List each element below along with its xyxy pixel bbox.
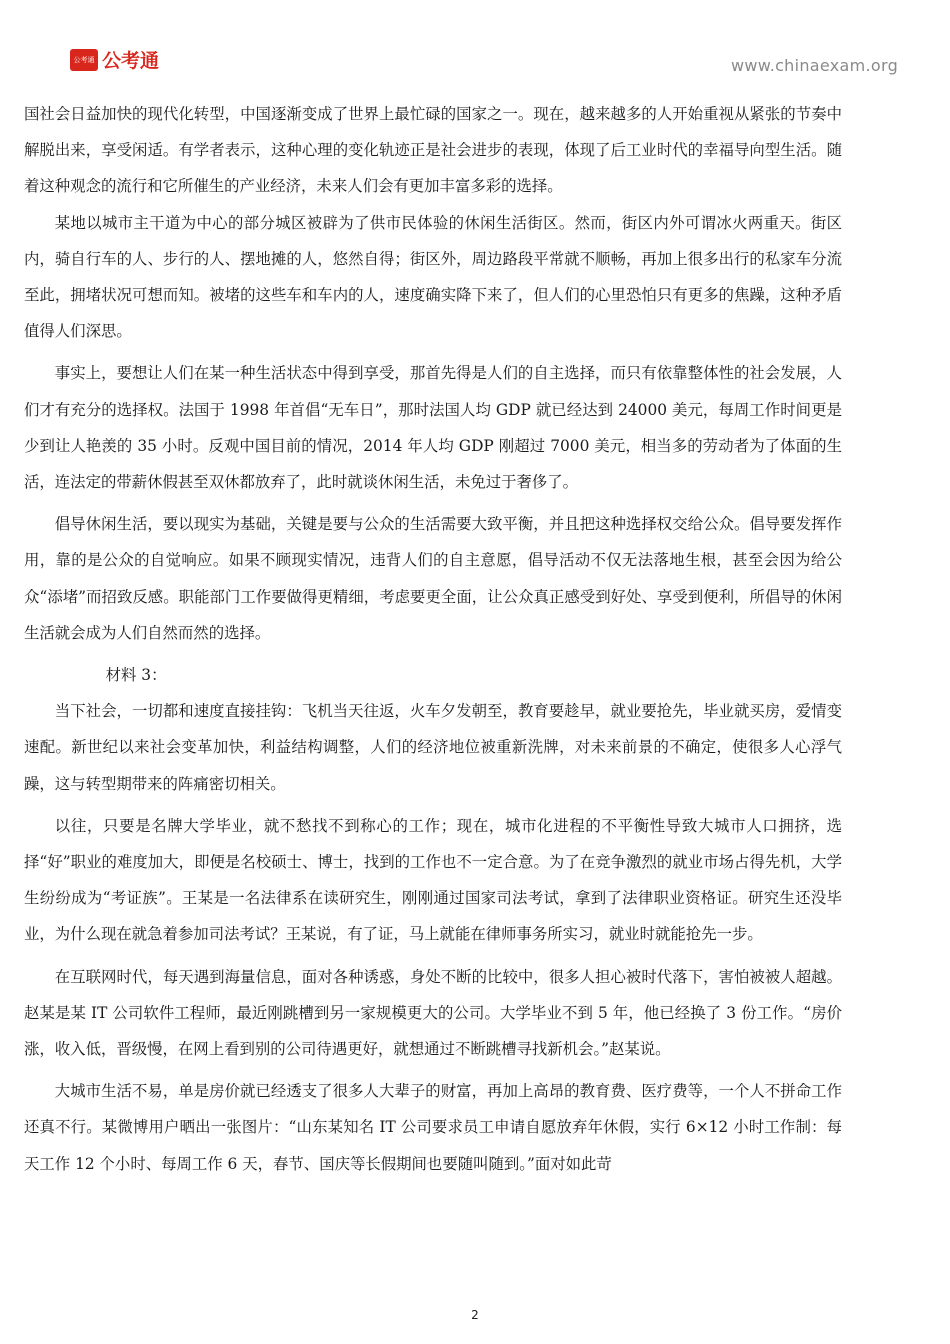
paragraph: 以往，只要是名牌大学毕业，就不愁找不到称心的工作；现在，城市化进程的不平衡性导致大城市人口拥挤，选择“好”职业的难度加大，即便是名校硕士、博士，找到的工作也不一定合意。为了在竞争激烈的就业市场占得先机，大学生纷纷成为“考证族”。王某是一名法律系在读研究生，刚刚通过国家司法考试，拿到了法律职业资格证。研究生还没毕业，为什么现在就急着参加司法考试？王某说，有了证，马上就能在律师事务所实习，就业时就能抢先一步。 xyxy=(24,816,842,944)
document-body xyxy=(24,96,842,1182)
paragraph: 当下社会，一切都和速度直接挂钩：飞机当天往返，火车夕发朝至，教育要趁早，就业要抢先，毕业就买房，爱情变速配。新世纪以来社会变革加快，利益结构调整，人们的经济地位被重新洗牌，对未来前景的不确定，使很多人心浮气躁，这与转型期带来的阵痛密切相关。 xyxy=(24,702,842,793)
material-heading: 材料 3： xyxy=(105,666,167,685)
paragraph: 倡导休闲生活，要以现实为基础，关键是要与公众的生活需要大致平衡，并且把这种选择权交给公众。倡导要发挥作用，靠的是公众的自觉响应。如果不顾现实情况，违背人们的自主意愿，倡导活动不仅无法落地生根，甚至会因为给公众“添堵”而招致反感。职能部门工作要做得更精细，考虑要更全面，让公众真正感受到好处、享受到便利，所倡导的休闲生活就会成为人们自然而然的选择。 xyxy=(24,515,842,642)
paragraph: 在互联网时代，每天遇到海量信息，面对各种诱惑，身处不断的比较中，很多人担心被时代落下，害怕被被人超越。赵某是某 IT 公司软件工程师，最近刚跳槽到另一家规模更大的公司。大学毕业不到 5 年，他已经换了 3 份工作。“房价涨，收入低，晋级慢，在网上看到别的公司待遇更好，就想通过不断跳槽寻找新机会。”赵某说。 xyxy=(24,967,842,1059)
paragraph: 大城市生活不易，单是房价就已经透支了很多人大辈子的财富，再加上高昂的教育费、医疗费等，一个人不拼命工作还真不行。某微博用户晒出一张图片：“山东某知名 IT 公司要求员工申请自愿放弃年休假，实行 6×12 小时工作制：每天工作 12 个小时、每周工作 6 天，春节、国庆等长假期间也要随叫随到。”面对如此苛 xyxy=(24,1082,842,1173)
logo-text: 公考通 xyxy=(102,50,160,72)
paragraph-continuation: 国社会日益加快的现代化转型，中国逐渐变成了世界上最忙碌的国家之一。现在，越来越多的人开始重视从紧张的节奏中解脱出来，享受闲适。有学者表示，这种心理的变化轨迹正是社会进步的表现，体现了后工业时代的幸福导向型生活。随着这种观念的流行和它所催生的产业经济，未来人们会有更加丰富多彩的选择。 xyxy=(24,105,842,196)
paragraph: 某地以城市主干道为中心的部分城区被辟为了供市民体验的休闲生活街区。然而，街区内外可谓冰火两重天。街区内，骑自行车的人、步行的人、摆地摊的人，悠然自得；街区外，周边路段平常就不顺畅，再加上很多出行的私家车分流至此，拥堵状况可想而知。被堵的这些车和车内的人，速度确实降下来了，但人们的心里恐怕只有更多的焦躁，这种矛盾值得人们深思。 xyxy=(24,213,842,341)
site-url: www.chinaexam.org xyxy=(731,56,899,75)
paragraph: 事实上，要想让人们在某一种生活状态中得到享受，那首先得是人们的自主选择，而只有依靠整体性的社会发展，人们才有充分的选择权。法国于 1998 年首倡“无车日”，那时法国人均 GDP 就已经达到 24000 美元，每周工作时间更是少到让人艳羡的 35 小时。反观中国目前的情况，2014 年人均 GDP 刚超过 7000 美元，相当多的劳动者为了体面的生活，连法定的带薪休假甚至双休都放弃了，此时就谈休闲生活，未免过于奢侈了。 xyxy=(24,364,842,492)
logo-badge-icon: 公考通 xyxy=(70,49,98,71)
logo xyxy=(70,46,159,73)
page-number: 2 xyxy=(471,1308,479,1322)
